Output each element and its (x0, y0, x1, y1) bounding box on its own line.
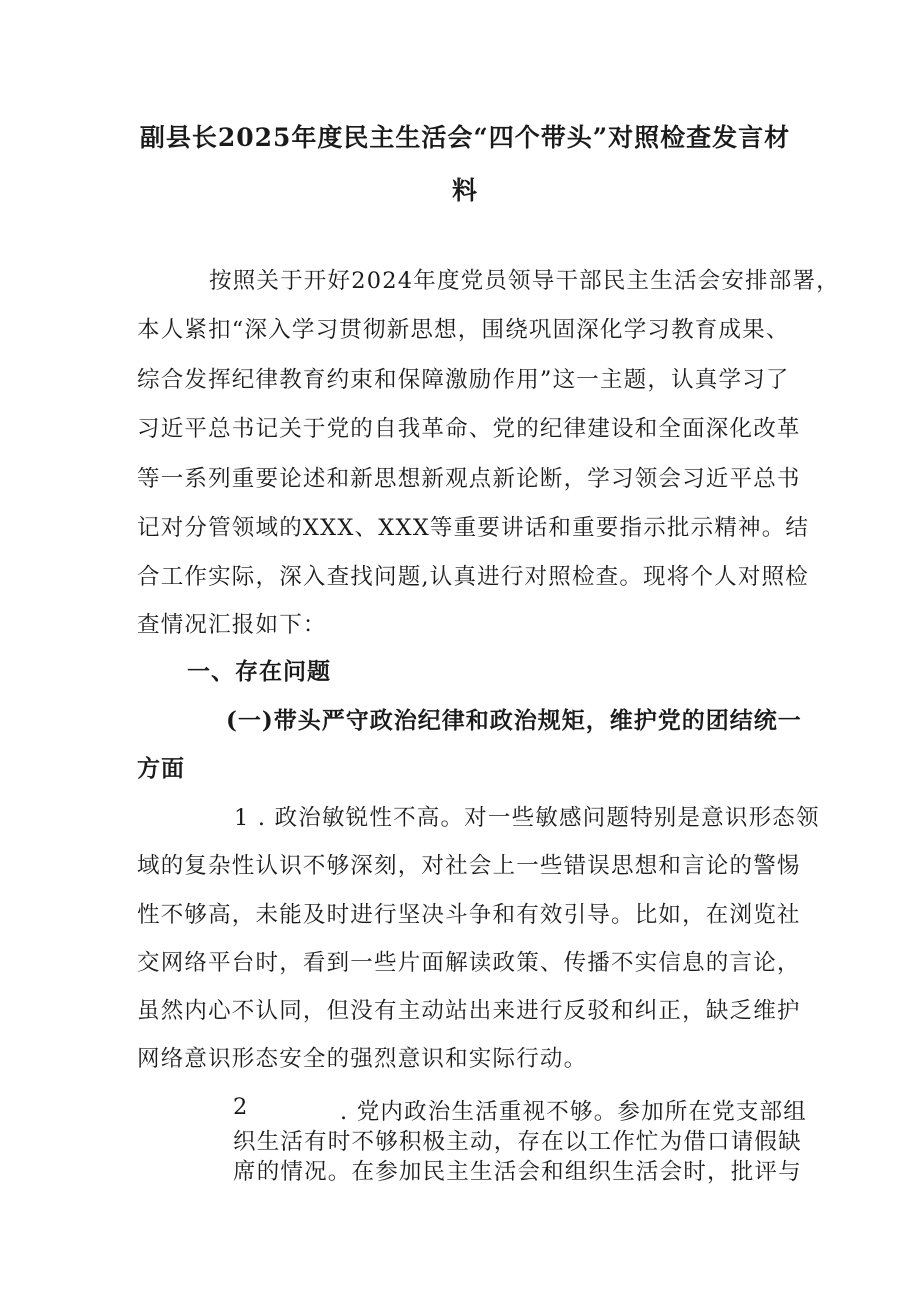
intro-line: 综合发挥纪律教育约束和保障激励作用”这一主题，认真学习了 (137, 367, 790, 393)
item-1-line: 1 . 政治敏锐性不高。对一些敏感问题特别是意识形态领 (234, 805, 820, 831)
item-1-line: 虽然内心不认同，但没有主动站出来进行反驳和纠正，缺乏维护 (137, 998, 801, 1024)
subsection-heading-line-2: 方面 (137, 755, 185, 782)
intro-line: 合工作实际，深入查找问题,认真进行对照检查。现将个人对照检 (137, 564, 809, 590)
item-1-line: 域的复杂性认识不够深刻，对社会上一些错误思想和言论的警惕 (137, 853, 801, 879)
intro-line: 记对分管领域的XXX、XXX等重要讲话和重要指示批示精神。结 (137, 515, 810, 541)
intro-line: 查情况汇报如下： (137, 612, 327, 638)
item-1-line: 交网络平台时，看到一些片面解读政策、传播不实信息的言论， (137, 950, 801, 976)
intro-line: 按照关于开好2024年度党员领导干部民主生活会安排部署， (209, 268, 840, 294)
subsection-heading-line-1: (一)带头严守政治纪律和政治规矩，维护党的团结统一 (226, 707, 802, 734)
intro-line: 等一系列重要论述和新思想新观点新论断，学习领会习近平总书 (137, 466, 801, 492)
intro-line: 习近平总书记关于党的自我革命、党的纪律建设和全面深化改革 (137, 416, 801, 442)
document-title-line-1: 副县长2025年度民主生活会“四个带头”对照检查发言材 (139, 123, 791, 152)
item-2-number: 2 (233, 1094, 248, 1120)
section-heading: 一、存在问题 (187, 658, 331, 685)
item-1-line: 性不够高，未能及时进行坚决斗争和有效引导。比如，在浏览社 (137, 902, 801, 928)
item-1-line: 网络意识形态安全的强烈意识和实际行动。 (137, 1046, 588, 1072)
document-title-line-2: 料 (451, 176, 478, 205)
item-2-line: . 党内政治生活重视不够。参加所在党支部组 (340, 1099, 808, 1125)
intro-line: 本人紧扣“深入学习贯彻新思想，围绕巩固深化学习教育成果、 (137, 317, 790, 343)
item-2-line: 席的情况。在参加民主生活会和组织生活会时，批评与 (233, 1159, 802, 1185)
item-2-line: 织生活有时不够积极主动，存在以工作忙为借口请假缺 (233, 1129, 802, 1155)
